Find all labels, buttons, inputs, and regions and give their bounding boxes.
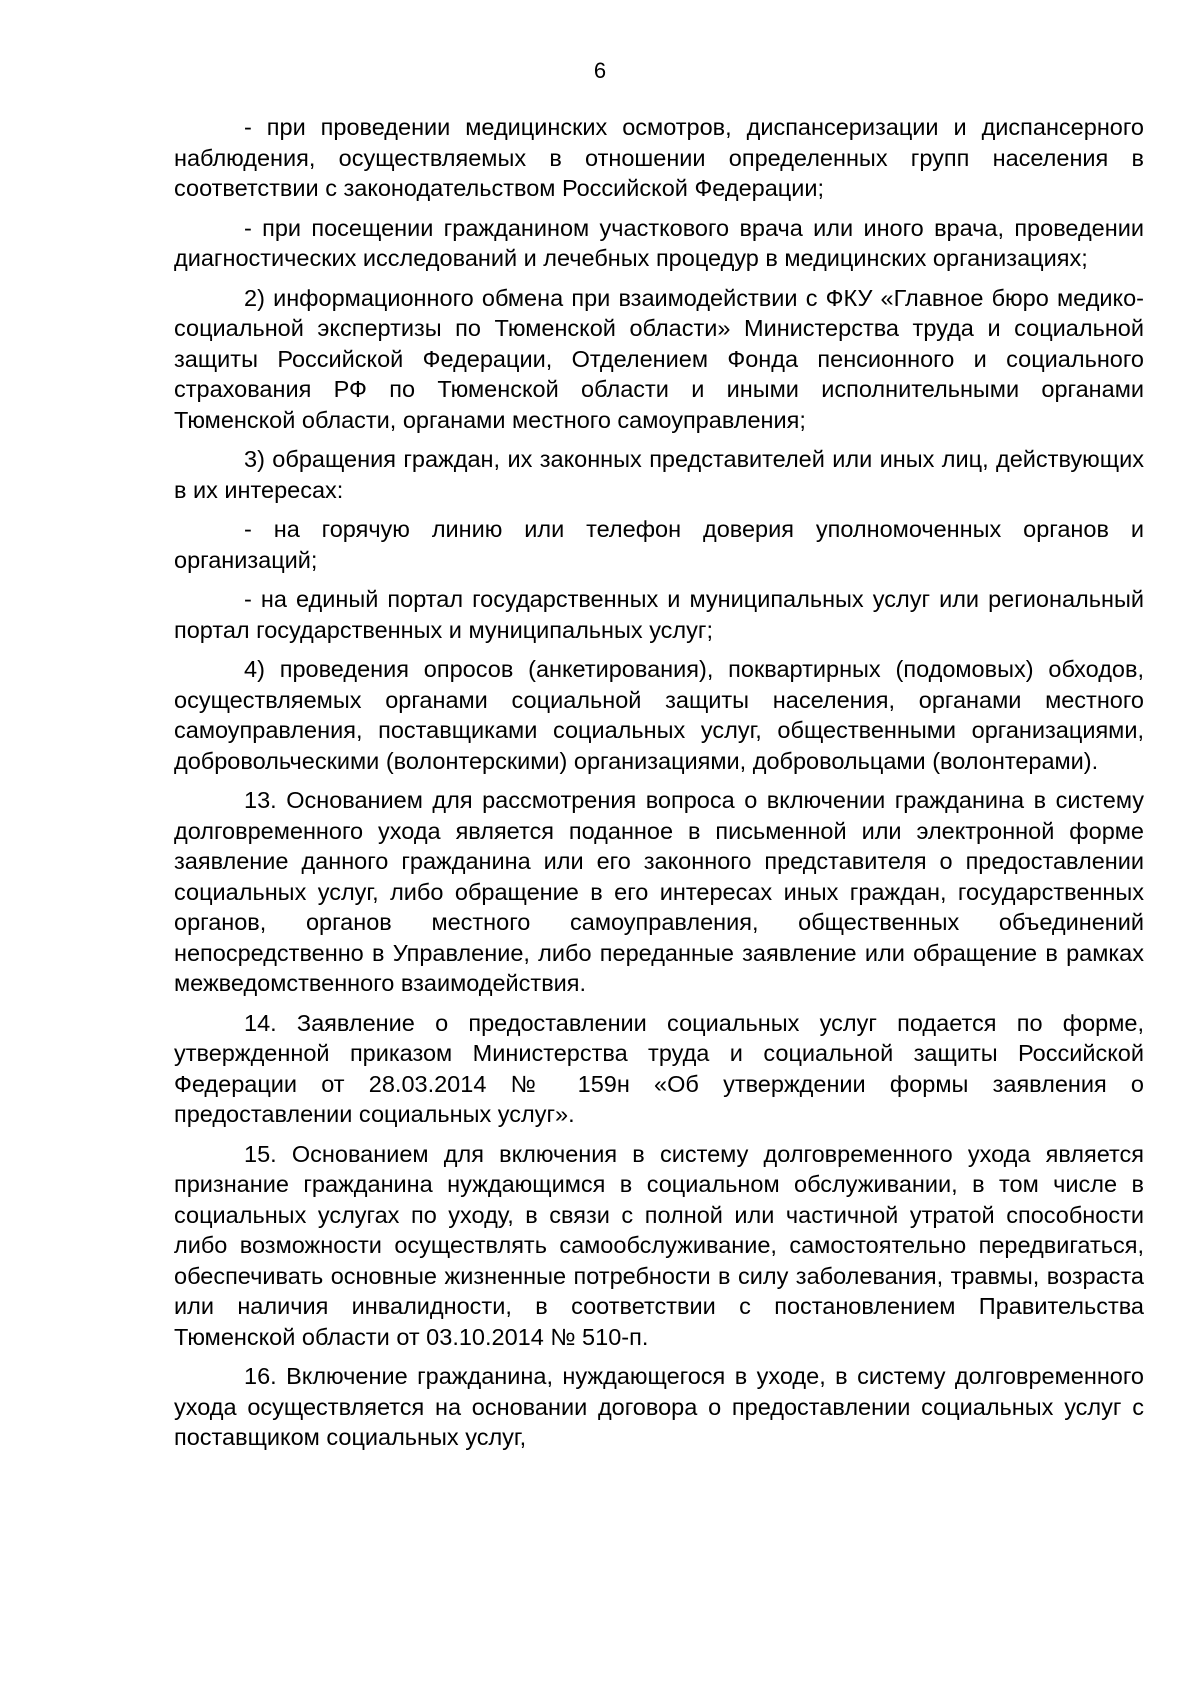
paragraph-hotline: - на горячую линию или телефон доверия уполномоченных органов и организаций; [174, 516, 1144, 573]
page-number: 6 [593, 58, 607, 83]
paragraph-medical-exams: - при проведении медицинских осмотров, диспансеризации и диспансерного наблюдения, осуществляемых в отношении определенных групп населения в соответствии с законодательством Российской Федерации; [174, 114, 1144, 201]
paragraph-clause-14: 14. Заявление о предоставлении социальных услуг подается по форме, утвержденной приказом Министерства труда и социальной защиты Российской Федерации от 28.03.2014 № 159н «Об утверждении формы заявления о предоставлении социальных услуг». [174, 1009, 1144, 1127]
paragraph-information-exchange: 2) информационного обмена при взаимодействии с ФКУ «Главное бюро медико-социальной экспертизы по Тюменской области» Министерства труда и социальной защиты Российской Федерации, Отделением Фонда пенсионного и социального страхования РФ по Тюменской области и иными исполнительными органами Тюменской области, органами местного самоуправления; [174, 284, 1144, 433]
paragraph-clause-16: 16. Включение гражданина, нуждающегося в уходе, в систему долговременного ухода осуществляется на основании договора о предоставлении социальных услуг с поставщиком социальных услуг, [174, 1363, 1144, 1450]
paragraph-clause-13: 13. Основанием для рассмотрения вопроса о включении гражданина в систему долговременного ухода является поданное в письменной или электронной форме заявление данного гражданина или его законного представителя о предоставлении социальных услуг, либо обращение в его интересах иных граждан, государственных органов, органов местного самоуправления, общественных объединений непосредственно в Управление, либо переданные заявление или обращение в рамках межведомственного взаимодействия. [174, 787, 1144, 996]
paragraph-surveys: 4) проведения опросов (анкетирования), поквартирных (подомовых) обходов, осуществляемых органами социальной защиты населения, органами местного самоуправления, поставщиками социальных услуг, общественными организациями, добровольческими (волонтерскими) организациями, добровольцами (волонтерами). [174, 656, 1144, 774]
document-body [174, 112, 1144, 1462]
paragraph-portal: - на единый портал государственных и муниципальных услуг или региональный портал государственных и муниципальных услуг; [174, 586, 1144, 643]
paragraph-clause-15: 15. Основанием для включения в систему долговременного ухода является признание гражданина нуждающимся в социальном обслуживании, в том числе в социальных услугах по уходу, в связи с полной или частичной утратой способности либо возможности осуществлять самообслуживание, самостоятельно передвигаться, обеспечивать основные жизненные потребности в силу заболевания, травмы, возраста или наличия инвалидности, в соответствии с постановлением Правительства Тюменской области от 03.10.2014 № 510-п. [174, 1140, 1144, 1350]
paragraph-citizen-appeals: 3) обращения граждан, их законных представителей или иных лиц, действующих в их интересах: [174, 446, 1144, 503]
paragraph-doctor-visits: - при посещении гражданином участкового врача или иного врача, проведении диагностических исследований и лечебных процедур в медицинских организациях; [174, 214, 1144, 271]
